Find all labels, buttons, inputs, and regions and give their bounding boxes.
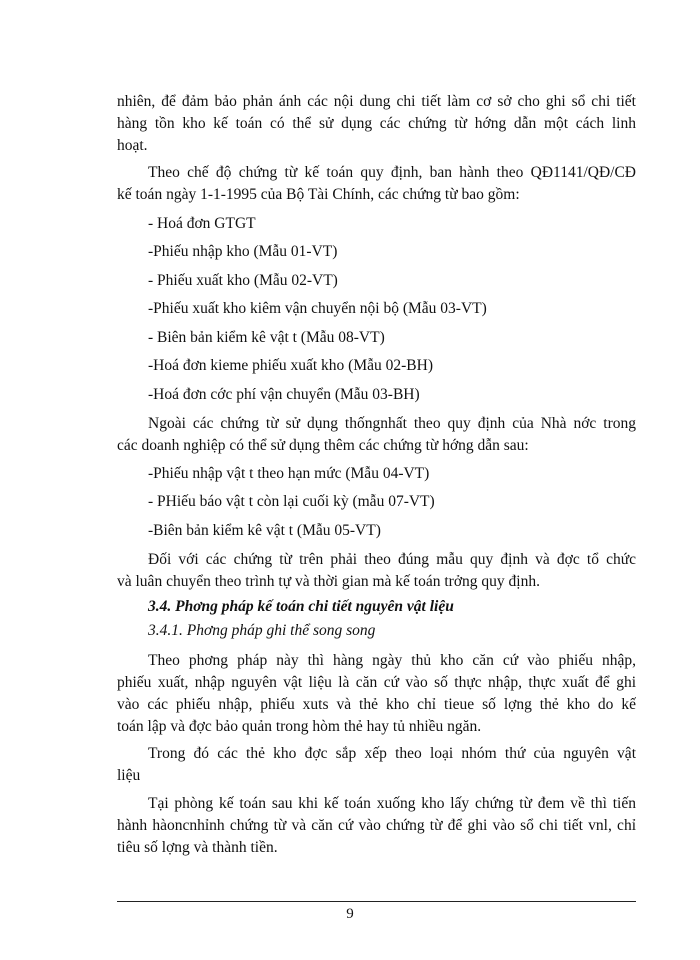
body-line: hoạt.	[117, 137, 148, 154]
body-line: toán lập và đợc bảo quản trong hòm thẻ hay tủ nhiều ngăn.	[117, 718, 482, 735]
body-line: Đối với các chứng từ trên phải theo đúng mẫu quy định và đợc tổ chức	[148, 551, 636, 568]
body-line: liệu	[117, 767, 141, 784]
list-item: -Biên bản kiểm kê vật t (Mẫu 05-VT)	[148, 522, 381, 539]
list-item: -Phiếu nhập vật t theo hạn mức (Mẫu 04-VT)	[148, 465, 430, 482]
page-number: 9	[346, 906, 354, 922]
body-line: các doanh nghiệp có thể sử dụng thêm các chứng từ hớng dẫn sau:	[117, 437, 529, 454]
body-line: tiêu số lợng và thành tiền.	[117, 839, 278, 856]
list-item: - Phiếu xuất kho (Mẫu 02-VT)	[148, 272, 338, 289]
footer-rule	[117, 901, 636, 902]
body-line: Trong đó các thẻ kho đợc sắp xếp theo loại nhóm thứ của nguyên vật	[148, 745, 636, 762]
list-item: - PHiếu báo vật t còn lại cuối kỳ (mẫu 07-VT)	[148, 493, 435, 510]
subsection-heading: 3.4.1. Phơng pháp ghi thể song song	[148, 622, 376, 639]
list-item: - Biên bản kiểm kê vật t (Mẫu 08-VT)	[148, 329, 385, 346]
list-item: -Hoá đơn kieme phiếu xuất kho (Mẫu 02-BH)	[148, 357, 433, 374]
section-heading: 3.4. Phơng pháp kế toán chi tiết nguyên vật liệu	[148, 598, 454, 615]
body-line: Ngoài các chứng từ sử dụng thốngnhất theo quy định của Nhà nớc trong	[148, 415, 636, 432]
body-line: kế toán ngày 1-1-1995 của Bộ Tài Chính, các chứng từ bao gồm:	[117, 186, 520, 203]
body-line: Tại phòng kế toán sau khi kế toán xuống kho lấy chứng từ đem về thì tiến	[148, 795, 636, 812]
body-line: nhiên, để đảm bảo phản ánh các nội dung chi tiết làm cơ sở cho ghi sổ chi tiết	[117, 93, 636, 110]
body-line: vào các phiếu nhập, phiếu xuts và thẻ kho chỉ tieue số lợng thẻ kho do kế	[117, 696, 636, 713]
body-line: Theo chế độ chứng từ kế toán quy định, ban hành theo QĐ1141/QĐ/CĐ	[148, 164, 636, 181]
list-item: -Phiếu xuất kho kiêm vận chuyển nội bộ (Mẫu 03-VT)	[148, 300, 487, 317]
body-line: Theo phơng pháp này thì hàng ngày thủ kho căn cứ vào phiếu nhập,	[148, 652, 636, 669]
list-item: - Hoá đơn GTGT	[148, 215, 256, 232]
body-line: và luân chuyển theo trình tự và thời gian mà kế toán trởng quy định.	[117, 573, 540, 590]
list-item: -Hoá đơn cớc phí vận chuyển (Mẫu 03-BH)	[148, 386, 420, 403]
body-line: phiếu xuất, nhập nguyên vật liệu là căn cứ vào số thực nhập, thực xuất để ghi	[117, 674, 636, 691]
list-item: -Phiếu nhập kho (Mẫu 01-VT)	[148, 243, 338, 260]
body-line: hàng tồn kho kế toán có thể sử dụng các chứng từ hớng dẫn một cách linh	[117, 115, 636, 132]
body-line: hành hàoncnhỉnh chứng từ và căn cứ vào chứng từ để ghi vào sổ chi tiết vnl, chỉ	[117, 817, 636, 834]
